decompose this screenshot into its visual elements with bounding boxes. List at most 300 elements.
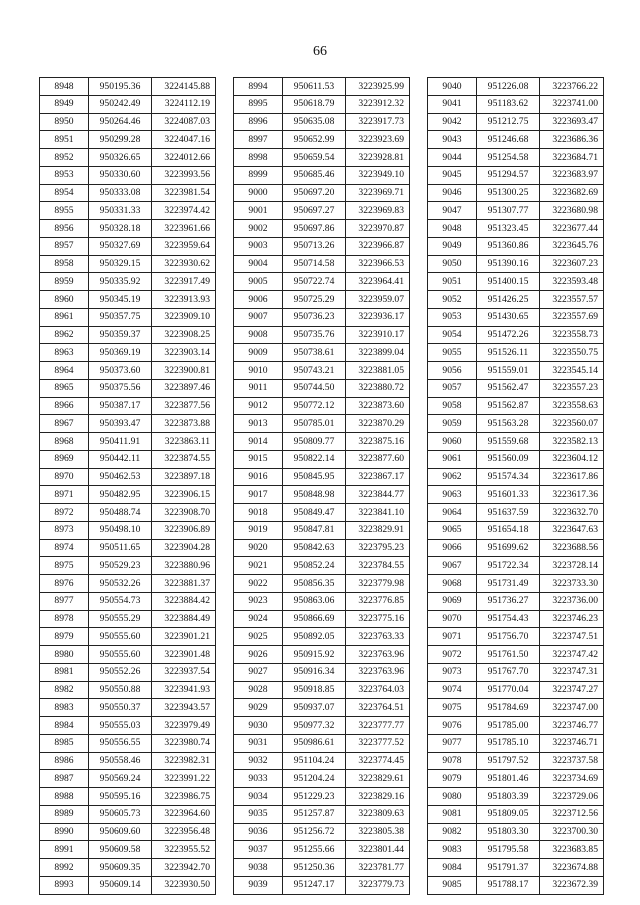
table-row [234, 184, 410, 202]
point-id-cell: 8991 [40, 841, 89, 859]
point-id-cell: 9060 [428, 433, 477, 451]
table-row [428, 415, 604, 433]
table-row [40, 255, 216, 273]
point-id-cell: 9051 [428, 273, 477, 291]
y-coordinate-cell: 3223764.51 [346, 699, 410, 717]
x-coordinate-cell: 950652.99 [283, 131, 346, 149]
x-coordinate-cell: 951563.28 [477, 415, 540, 433]
point-id-cell: 9019 [234, 521, 283, 539]
point-id-cell: 9008 [234, 326, 283, 344]
table-row [40, 397, 216, 415]
point-id-cell: 9004 [234, 255, 283, 273]
table-row [428, 291, 604, 309]
y-coordinate-cell: 3223909.10 [152, 308, 216, 326]
x-coordinate-cell: 950556.55 [89, 734, 152, 752]
y-coordinate-cell: 3223949.10 [346, 166, 410, 184]
point-id-cell: 9007 [234, 308, 283, 326]
point-id-cell: 8983 [40, 699, 89, 717]
table-row [40, 876, 216, 894]
point-id-cell: 8960 [40, 291, 89, 309]
y-coordinate-cell: 3223991.22 [152, 770, 216, 788]
point-id-cell: 9012 [234, 397, 283, 415]
x-coordinate-cell: 951562.47 [477, 379, 540, 397]
y-coordinate-cell: 3223747.31 [540, 663, 604, 681]
point-id-cell: 9002 [234, 220, 283, 238]
table-row [234, 770, 410, 788]
x-coordinate-cell: 950555.60 [89, 628, 152, 646]
table-row [234, 788, 410, 806]
y-coordinate-cell: 3223781.77 [346, 859, 410, 877]
point-id-cell: 8965 [40, 379, 89, 397]
x-coordinate-cell: 950744.50 [283, 379, 346, 397]
point-id-cell: 9055 [428, 344, 477, 362]
y-coordinate-cell: 3223683.97 [540, 166, 604, 184]
point-id-cell: 8952 [40, 149, 89, 167]
x-coordinate-cell: 951654.18 [477, 521, 540, 539]
y-coordinate-cell: 3223677.44 [540, 220, 604, 238]
x-coordinate-cell: 950714.58 [283, 255, 346, 273]
x-coordinate-cell: 950918.85 [283, 681, 346, 699]
point-id-cell: 9039 [234, 876, 283, 894]
y-coordinate-cell: 3223557.57 [540, 291, 604, 309]
table-row [428, 344, 604, 362]
point-id-cell: 9054 [428, 326, 477, 344]
table-row [40, 717, 216, 735]
table-row [428, 149, 604, 167]
table-row [40, 468, 216, 486]
point-id-cell: 9028 [234, 681, 283, 699]
point-id-cell: 8993 [40, 876, 89, 894]
table-row [428, 504, 604, 522]
y-coordinate-cell: 3223899.04 [346, 344, 410, 362]
table-row [40, 95, 216, 113]
x-coordinate-cell: 950743.21 [283, 362, 346, 380]
point-id-cell: 9003 [234, 237, 283, 255]
point-id-cell: 8998 [234, 149, 283, 167]
point-id-cell: 9078 [428, 752, 477, 770]
x-coordinate-cell: 950375.56 [89, 379, 152, 397]
point-id-cell: 9062 [428, 468, 477, 486]
point-id-cell: 9083 [428, 841, 477, 859]
y-coordinate-cell: 3224145.88 [152, 78, 216, 96]
point-id-cell: 9071 [428, 628, 477, 646]
y-coordinate-cell: 3223981.54 [152, 184, 216, 202]
y-coordinate-cell: 3223966.53 [346, 255, 410, 273]
x-coordinate-cell: 950785.01 [283, 415, 346, 433]
x-coordinate-cell: 950335.92 [89, 273, 152, 291]
y-coordinate-cell: 3223779.98 [346, 575, 410, 593]
table-row [234, 308, 410, 326]
table-row [40, 504, 216, 522]
point-id-cell: 8997 [234, 131, 283, 149]
y-coordinate-cell: 3223776.85 [346, 592, 410, 610]
x-coordinate-cell: 950558.46 [89, 752, 152, 770]
point-id-cell: 8977 [40, 592, 89, 610]
y-coordinate-cell: 3224112.19 [152, 95, 216, 113]
x-coordinate-cell: 950609.14 [89, 876, 152, 894]
x-coordinate-cell: 950555.03 [89, 717, 152, 735]
y-coordinate-cell: 3223867.17 [346, 468, 410, 486]
x-coordinate-cell: 950977.32 [283, 717, 346, 735]
x-coordinate-cell: 951400.15 [477, 273, 540, 291]
table-row [428, 841, 604, 859]
x-coordinate-cell: 950735.76 [283, 326, 346, 344]
point-id-cell: 8985 [40, 734, 89, 752]
x-coordinate-cell: 950511.65 [89, 539, 152, 557]
table-row [234, 752, 410, 770]
y-coordinate-cell: 3223550.75 [540, 344, 604, 362]
x-coordinate-cell: 951472.26 [477, 326, 540, 344]
coordinate-table-middle [233, 77, 410, 895]
x-coordinate-cell: 951256.72 [283, 823, 346, 841]
table-row [428, 379, 604, 397]
point-id-cell: 9064 [428, 504, 477, 522]
point-id-cell: 9073 [428, 663, 477, 681]
table-row [428, 184, 604, 202]
x-coordinate-cell: 950330.60 [89, 166, 152, 184]
y-coordinate-cell: 3223870.29 [346, 415, 410, 433]
table-row [428, 486, 604, 504]
table-row [234, 699, 410, 717]
table-row [428, 752, 604, 770]
x-coordinate-cell: 951246.68 [477, 131, 540, 149]
y-coordinate-cell: 3223964.60 [152, 805, 216, 823]
point-id-cell: 8982 [40, 681, 89, 699]
table-row [428, 876, 604, 894]
table-row [40, 646, 216, 664]
y-coordinate-cell: 3223747.27 [540, 681, 604, 699]
point-id-cell: 9013 [234, 415, 283, 433]
y-coordinate-cell: 3223942.70 [152, 859, 216, 877]
point-id-cell: 9022 [234, 575, 283, 593]
point-id-cell: 9084 [428, 859, 477, 877]
y-coordinate-cell: 3223593.48 [540, 273, 604, 291]
point-id-cell: 9072 [428, 646, 477, 664]
table-row [40, 131, 216, 149]
table-row [234, 78, 410, 96]
x-coordinate-cell: 951104.24 [283, 752, 346, 770]
table-row [40, 78, 216, 96]
y-coordinate-cell: 3223930.62 [152, 255, 216, 273]
point-id-cell: 8961 [40, 308, 89, 326]
point-id-cell: 9014 [234, 433, 283, 451]
x-coordinate-cell: 951803.39 [477, 788, 540, 806]
table-row [234, 397, 410, 415]
y-coordinate-cell: 3223645.76 [540, 237, 604, 255]
x-coordinate-cell: 950554.73 [89, 592, 152, 610]
y-coordinate-cell: 3224047.16 [152, 131, 216, 149]
table-row [40, 113, 216, 131]
y-coordinate-cell: 3223774.45 [346, 752, 410, 770]
point-id-cell: 9082 [428, 823, 477, 841]
table-row [234, 220, 410, 238]
point-id-cell: 8954 [40, 184, 89, 202]
table-row [40, 362, 216, 380]
point-id-cell: 9059 [428, 415, 477, 433]
x-coordinate-cell: 950488.74 [89, 504, 152, 522]
y-coordinate-cell: 3223928.81 [346, 149, 410, 167]
y-coordinate-cell: 3223877.60 [346, 450, 410, 468]
x-coordinate-cell: 951795.58 [477, 841, 540, 859]
table-row [428, 78, 604, 96]
table-row [40, 823, 216, 841]
table-row [428, 521, 604, 539]
y-coordinate-cell: 3223903.14 [152, 344, 216, 362]
table-row [40, 788, 216, 806]
y-coordinate-cell: 3223897.18 [152, 468, 216, 486]
x-coordinate-cell: 951767.70 [477, 663, 540, 681]
x-coordinate-cell: 951430.65 [477, 308, 540, 326]
x-coordinate-cell: 950299.28 [89, 131, 152, 149]
table-row [40, 166, 216, 184]
y-coordinate-cell: 3223683.85 [540, 841, 604, 859]
point-id-cell: 9081 [428, 805, 477, 823]
point-id-cell: 8974 [40, 539, 89, 557]
x-coordinate-cell: 950328.18 [89, 220, 152, 238]
x-coordinate-cell: 951562.87 [477, 397, 540, 415]
x-coordinate-cell: 951809.05 [477, 805, 540, 823]
table-row [40, 326, 216, 344]
y-coordinate-cell: 3223686.36 [540, 131, 604, 149]
table-row [428, 433, 604, 451]
y-coordinate-cell: 3223557.23 [540, 379, 604, 397]
point-id-cell: 9067 [428, 557, 477, 575]
table-row [234, 823, 410, 841]
table-row [40, 805, 216, 823]
y-coordinate-cell: 3223880.72 [346, 379, 410, 397]
x-coordinate-cell: 950738.61 [283, 344, 346, 362]
y-coordinate-cell: 3223917.73 [346, 113, 410, 131]
point-id-cell: 9058 [428, 397, 477, 415]
table-row [234, 255, 410, 273]
point-id-cell: 8994 [234, 78, 283, 96]
x-coordinate-cell: 950373.60 [89, 362, 152, 380]
point-id-cell: 9010 [234, 362, 283, 380]
x-coordinate-cell: 951559.01 [477, 362, 540, 380]
point-id-cell: 9063 [428, 486, 477, 504]
y-coordinate-cell: 3223970.87 [346, 220, 410, 238]
y-coordinate-cell: 3223913.93 [152, 291, 216, 309]
x-coordinate-cell: 950609.60 [89, 823, 152, 841]
x-coordinate-cell: 950326.65 [89, 149, 152, 167]
x-coordinate-cell: 950856.35 [283, 575, 346, 593]
point-id-cell: 8966 [40, 397, 89, 415]
point-id-cell: 9045 [428, 166, 477, 184]
table-row [428, 362, 604, 380]
table-row [234, 273, 410, 291]
y-coordinate-cell: 3223728.14 [540, 557, 604, 575]
table-row [428, 95, 604, 113]
y-coordinate-cell: 3223682.69 [540, 184, 604, 202]
y-coordinate-cell: 3223558.73 [540, 326, 604, 344]
table-row [234, 379, 410, 397]
point-id-cell: 8970 [40, 468, 89, 486]
table-row [234, 504, 410, 522]
point-id-cell: 8951 [40, 131, 89, 149]
x-coordinate-cell: 950659.54 [283, 149, 346, 167]
point-id-cell: 9023 [234, 592, 283, 610]
table-row [40, 859, 216, 877]
point-id-cell: 9000 [234, 184, 283, 202]
x-coordinate-cell: 951257.87 [283, 805, 346, 823]
y-coordinate-cell: 3223746.23 [540, 610, 604, 628]
y-coordinate-cell: 3223974.42 [152, 202, 216, 220]
point-id-cell: 8980 [40, 646, 89, 664]
table-row [234, 557, 410, 575]
x-coordinate-cell: 951254.58 [477, 149, 540, 167]
x-coordinate-cell: 951731.49 [477, 575, 540, 593]
point-id-cell: 9035 [234, 805, 283, 823]
x-coordinate-cell: 950411.91 [89, 433, 152, 451]
point-id-cell: 9043 [428, 131, 477, 149]
x-coordinate-cell: 951785.00 [477, 717, 540, 735]
table-row [40, 592, 216, 610]
point-id-cell: 8975 [40, 557, 89, 575]
x-coordinate-cell: 950736.23 [283, 308, 346, 326]
y-coordinate-cell: 3223904.28 [152, 539, 216, 557]
x-coordinate-cell: 950369.19 [89, 344, 152, 362]
y-coordinate-cell: 3223779.73 [346, 876, 410, 894]
y-coordinate-cell: 3223884.49 [152, 610, 216, 628]
x-coordinate-cell: 950555.29 [89, 610, 152, 628]
point-id-cell: 9020 [234, 539, 283, 557]
x-coordinate-cell: 950345.19 [89, 291, 152, 309]
x-coordinate-cell: 951770.04 [477, 681, 540, 699]
table-row [428, 699, 604, 717]
table-row [40, 575, 216, 593]
point-id-cell: 9011 [234, 379, 283, 397]
x-coordinate-cell: 950915.92 [283, 646, 346, 664]
point-id-cell: 9050 [428, 255, 477, 273]
table-row [428, 237, 604, 255]
x-coordinate-cell: 951229.23 [283, 788, 346, 806]
y-coordinate-cell: 3223937.54 [152, 663, 216, 681]
table-row [40, 237, 216, 255]
table-row [234, 575, 410, 593]
table-row [234, 610, 410, 628]
y-coordinate-cell: 3223729.06 [540, 788, 604, 806]
x-coordinate-cell: 951323.45 [477, 220, 540, 238]
table-row [234, 291, 410, 309]
x-coordinate-cell: 951255.66 [283, 841, 346, 859]
x-coordinate-cell: 950393.47 [89, 415, 152, 433]
y-coordinate-cell: 3223966.87 [346, 237, 410, 255]
point-id-cell: 8962 [40, 326, 89, 344]
table-row [40, 663, 216, 681]
x-coordinate-cell: 950722.74 [283, 273, 346, 291]
point-id-cell: 8963 [40, 344, 89, 362]
x-coordinate-cell: 950482.95 [89, 486, 152, 504]
table-row [40, 770, 216, 788]
x-coordinate-cell: 950264.46 [89, 113, 152, 131]
x-coordinate-cell: 951784.69 [477, 699, 540, 717]
table-row [40, 291, 216, 309]
point-id-cell: 8949 [40, 95, 89, 113]
y-coordinate-cell: 3223884.42 [152, 592, 216, 610]
table-row [428, 255, 604, 273]
x-coordinate-cell: 951247.17 [283, 876, 346, 894]
point-id-cell: 8971 [40, 486, 89, 504]
x-coordinate-cell: 950849.47 [283, 504, 346, 522]
point-id-cell: 9085 [428, 876, 477, 894]
table-row [40, 557, 216, 575]
y-coordinate-cell: 3223746.71 [540, 734, 604, 752]
table-row [428, 166, 604, 184]
table-row [234, 681, 410, 699]
point-id-cell: 9044 [428, 149, 477, 167]
point-id-cell: 9038 [234, 859, 283, 877]
table-row [40, 415, 216, 433]
point-id-cell: 9046 [428, 184, 477, 202]
y-coordinate-cell: 3223917.49 [152, 273, 216, 291]
point-id-cell: 9026 [234, 646, 283, 664]
y-coordinate-cell: 3223672.39 [540, 876, 604, 894]
point-id-cell: 9006 [234, 291, 283, 309]
x-coordinate-cell: 950569.24 [89, 770, 152, 788]
y-coordinate-cell: 3223632.70 [540, 504, 604, 522]
point-id-cell: 8972 [40, 504, 89, 522]
table-row [234, 592, 410, 610]
table-row [40, 699, 216, 717]
x-coordinate-cell: 950809.77 [283, 433, 346, 451]
point-id-cell: 9021 [234, 557, 283, 575]
y-coordinate-cell: 3223700.30 [540, 823, 604, 841]
y-coordinate-cell: 3223617.36 [540, 486, 604, 504]
y-coordinate-cell: 3223874.55 [152, 450, 216, 468]
y-coordinate-cell: 3223775.16 [346, 610, 410, 628]
point-id-cell: 8973 [40, 521, 89, 539]
table-row [40, 539, 216, 557]
point-id-cell: 8969 [40, 450, 89, 468]
coordinate-table-left [39, 77, 216, 895]
y-coordinate-cell: 3223829.61 [346, 770, 410, 788]
y-coordinate-cell: 3223747.42 [540, 646, 604, 664]
x-coordinate-cell: 950611.53 [283, 78, 346, 96]
point-id-cell: 9016 [234, 468, 283, 486]
x-coordinate-cell: 950685.46 [283, 166, 346, 184]
x-coordinate-cell: 951212.75 [477, 113, 540, 131]
x-coordinate-cell: 950331.33 [89, 202, 152, 220]
table-row [234, 486, 410, 504]
point-id-cell: 9001 [234, 202, 283, 220]
x-coordinate-cell: 951559.68 [477, 433, 540, 451]
point-id-cell: 9066 [428, 539, 477, 557]
point-id-cell: 8992 [40, 859, 89, 877]
x-coordinate-cell: 950848.98 [283, 486, 346, 504]
x-coordinate-cell: 950609.35 [89, 859, 152, 877]
table-row [234, 450, 410, 468]
x-coordinate-cell: 950618.79 [283, 95, 346, 113]
y-coordinate-cell: 3223777.52 [346, 734, 410, 752]
y-coordinate-cell: 3223908.25 [152, 326, 216, 344]
x-coordinate-cell: 950555.60 [89, 646, 152, 664]
x-coordinate-cell: 950462.53 [89, 468, 152, 486]
y-coordinate-cell: 3223877.56 [152, 397, 216, 415]
point-id-cell: 8979 [40, 628, 89, 646]
x-coordinate-cell: 950842.63 [283, 539, 346, 557]
x-coordinate-cell: 951722.34 [477, 557, 540, 575]
table-row [428, 859, 604, 877]
x-coordinate-cell: 951360.86 [477, 237, 540, 255]
point-id-cell: 9047 [428, 202, 477, 220]
x-coordinate-cell: 951204.24 [283, 770, 346, 788]
point-id-cell: 9027 [234, 663, 283, 681]
x-coordinate-cell: 951761.50 [477, 646, 540, 664]
y-coordinate-cell: 3223734.69 [540, 770, 604, 788]
y-coordinate-cell: 3223979.49 [152, 717, 216, 735]
y-coordinate-cell: 3223680.98 [540, 202, 604, 220]
table-row [428, 326, 604, 344]
